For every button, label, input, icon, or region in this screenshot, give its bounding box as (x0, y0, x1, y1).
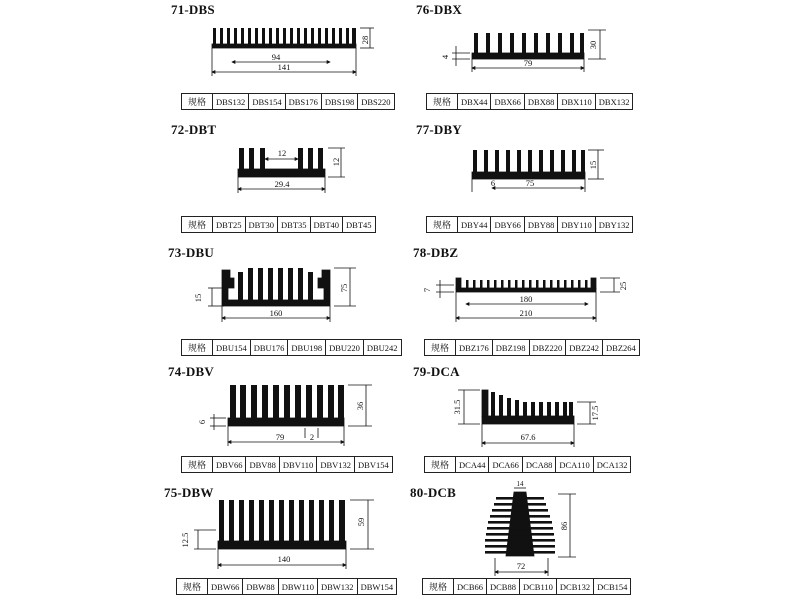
spec-table-73 (181, 339, 402, 356)
model-cell: DBX88 (524, 94, 557, 110)
model-cell: DBW110 (278, 579, 317, 595)
dim-73-c: 160 (269, 308, 283, 318)
model-cell: DBS220 (358, 94, 394, 110)
dim-74-b: 36 (355, 401, 365, 411)
model-cell: DBT45 (343, 217, 376, 233)
model-cell: DCB154 (594, 579, 631, 595)
model-cell: DBV154 (355, 457, 393, 473)
dim-75-b: 59 (356, 517, 366, 527)
model-cell: DBY110 (558, 217, 595, 233)
profile-title-75: 75-DBW (164, 485, 214, 500)
profile-title-78: 78-DBZ (413, 245, 459, 260)
model-cell: DCA88 (522, 457, 555, 473)
model-cell: DBW66 (208, 579, 243, 595)
dim-73-a: 15 (193, 293, 203, 303)
model-cell: DBS154 (249, 94, 285, 110)
model-cell: DBW132 (317, 579, 357, 595)
model-cell: DBW154 (357, 579, 397, 595)
dim-80-a: 14 (516, 480, 524, 488)
model-cell: DBS198 (321, 94, 357, 110)
model-cell: DBY132 (595, 217, 633, 233)
spec-label: 规格 (425, 340, 456, 356)
dim-77-b: 15 (588, 160, 598, 170)
model-cell: DCB88 (487, 579, 520, 595)
dim-79-c: 67.6 (520, 432, 536, 442)
dim-72-b: 29.4 (274, 179, 290, 189)
profile-title-80: 80-DCB (410, 485, 456, 500)
model-cell: DBT40 (310, 217, 343, 233)
spec-table-72 (181, 216, 376, 233)
dim-80-b: 86 (559, 521, 569, 531)
model-cell: DBU176 (250, 340, 288, 356)
model-cell: DCA132 (593, 457, 631, 473)
model-cell: DBZ176 (456, 340, 493, 356)
profile-title-74: 74-DBV (168, 364, 214, 379)
profile-title-72: 72-DBT (171, 122, 217, 137)
dim-76-c: 79 (523, 58, 533, 68)
model-cell: DBV132 (317, 457, 355, 473)
dim-76-a: 4 (440, 54, 450, 60)
dim-71-b: 141 (277, 62, 291, 72)
spec-table-76 (426, 93, 633, 110)
profile-71-drawing (212, 28, 374, 76)
model-cell: DBX66 (491, 94, 524, 110)
model-cell: DBT35 (278, 217, 311, 233)
model-cell: DBU242 (363, 340, 401, 356)
model-cell: DBY44 (458, 217, 491, 233)
spec-table-74 (181, 456, 393, 473)
model-cell: DCB66 (454, 579, 487, 595)
model-cell: DBU154 (213, 340, 251, 356)
model-cell: DBZ264 (603, 340, 640, 356)
model-cell: DCA110 (556, 457, 593, 473)
spec-label: 规格 (182, 94, 213, 110)
dim-79-a: 31.5 (452, 399, 462, 415)
dim-78-a: 7 (422, 287, 432, 293)
dim-78-b: 25 (618, 281, 628, 291)
dim-71-c: 28 (360, 35, 370, 45)
spec-table-80 (422, 578, 631, 595)
model-cell: DBZ242 (566, 340, 603, 356)
model-cell: DCA44 (456, 457, 489, 473)
dim-77-a: 6 (490, 178, 496, 188)
dim-78-c: 180 (519, 294, 533, 304)
dim-74-c: 79 (275, 432, 285, 442)
profile-title-71: 71-DBS (171, 2, 215, 17)
dim-73-b: 75 (339, 283, 349, 293)
model-cell: DBU220 (326, 340, 364, 356)
model-cell: DBY66 (491, 217, 524, 233)
model-cell: DBZ198 (492, 340, 529, 356)
dim-79-b: 17.5 (590, 405, 600, 421)
dim-72-c: 12 (331, 157, 341, 167)
spec-table-77 (426, 216, 633, 233)
profile-title-79: 79-DCA (413, 364, 460, 379)
dim-76-b: 30 (588, 40, 598, 50)
model-cell: DBV66 (213, 457, 246, 473)
dim-71-a: 94 (271, 52, 281, 62)
model-cell: DBX44 (458, 94, 491, 110)
spec-label: 规格 (425, 457, 456, 473)
spec-label: 规格 (182, 340, 213, 356)
profile-title-76: 76-DBX (416, 2, 462, 17)
model-cell: DBZ220 (529, 340, 566, 356)
model-cell: DBT25 (213, 217, 246, 233)
profile-title-77: 77-DBY (416, 122, 462, 137)
spec-label: 规格 (177, 579, 208, 595)
spec-table-78 (424, 339, 640, 356)
dim-78-d: 210 (519, 308, 533, 318)
profile-72-drawing (238, 148, 345, 193)
model-cell: DCA66 (489, 457, 522, 473)
dim-74-d: 2 (309, 432, 315, 442)
profile-title-73: 73-DBU (168, 245, 214, 260)
spec-label: 规格 (182, 217, 213, 233)
dim-75-a: 12.5 (180, 532, 190, 548)
model-cell: DBX110 (558, 94, 595, 110)
model-cell: DBU198 (288, 340, 326, 356)
dim-75-c: 140 (277, 554, 291, 564)
profile-74-drawing (210, 385, 372, 446)
spec-label: 规格 (427, 94, 458, 110)
model-cell: DBT30 (245, 217, 278, 233)
profile-80-drawing (485, 488, 576, 576)
spec-label: 规格 (423, 579, 454, 595)
model-cell: DBY88 (524, 217, 557, 233)
model-cell: DCB132 (556, 579, 593, 595)
spec-table-71 (181, 93, 395, 110)
model-cell: DBW88 (243, 579, 278, 595)
dim-77-c: 75 (525, 178, 535, 188)
spec-label: 规格 (182, 457, 213, 473)
dim-72-a: 12 (277, 148, 287, 158)
spec-label: 规格 (427, 217, 458, 233)
dim-74-a: 6 (197, 419, 207, 425)
model-cell: DCB110 (519, 579, 556, 595)
model-cell: DBS132 (213, 94, 249, 110)
model-cell: DBS176 (285, 94, 321, 110)
model-cell: DBV88 (246, 457, 279, 473)
dim-80-c: 72 (516, 561, 526, 571)
spec-table-79 (424, 456, 631, 473)
spec-table-75 (176, 578, 397, 595)
model-cell: DBV110 (279, 457, 316, 473)
model-cell: DBX132 (595, 94, 633, 110)
